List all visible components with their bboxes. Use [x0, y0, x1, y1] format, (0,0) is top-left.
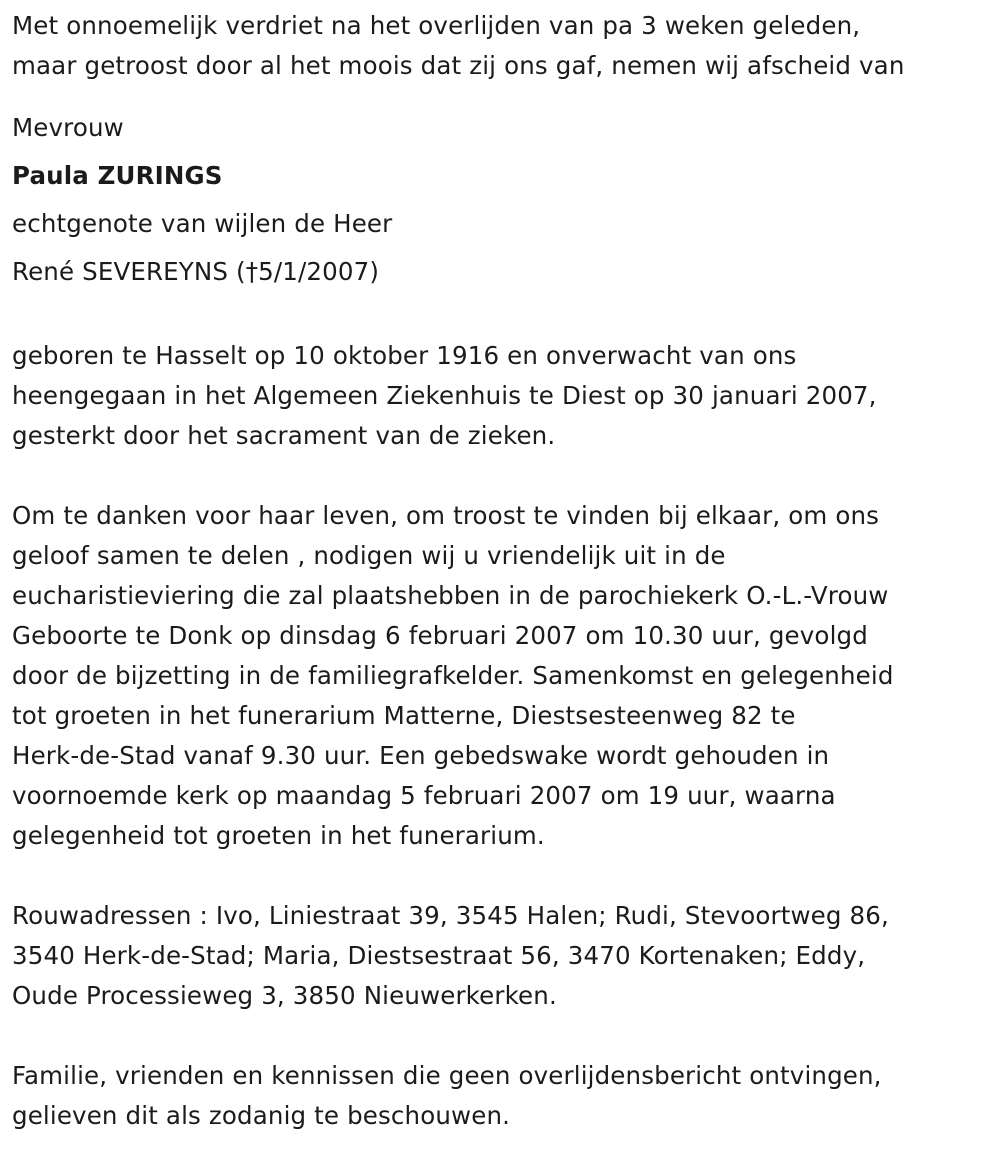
spacer	[12, 296, 992, 336]
text-line: voornoemde kerk op maandag 5 februari 2007 om 19 uur, waarna	[12, 781, 836, 810]
text-line: Met onnoemelijk verdriet na het overlijden van pa 3 weken geleden,	[12, 11, 861, 40]
text-line: Geboorte te Donk op dinsdag 6 februari 2007 om 10.30 uur, gevolgd	[12, 621, 868, 650]
spacer	[12, 86, 992, 104]
text-line: Herk-de-Stad vanaf 9.30 uur. Een gebedswake wordt gehouden in	[12, 741, 830, 770]
text-line: gelieven dit als zodanig te beschouwen.	[12, 1101, 511, 1130]
addresses-paragraph	[12, 896, 992, 1016]
text-line: gelegenheid tot groeten in het funerarium.	[12, 821, 545, 850]
text-line: Rouwadressen : Ivo, Liniestraat 39, 3545 Halen; Rudi, Stevoortweg 86,	[12, 901, 889, 930]
text-line: Om te danken voor haar leven, om troost te vinden bij elkaar, om ons	[12, 501, 880, 530]
text-line: Familie, vrienden en kennissen die geen overlijdensbericht ontvingen,	[12, 1061, 882, 1090]
text-line: Oude Processieweg 3, 3850 Nieuwerkerken.	[12, 981, 557, 1010]
death-notice	[12, 6, 992, 1136]
closing-paragraph	[12, 1056, 992, 1136]
text-line: geboren te Hasselt op 10 oktober 1916 en onverwacht van ons	[12, 341, 797, 370]
deceased-name: Paula ZURINGS	[12, 161, 223, 190]
birth-death-paragraph	[12, 336, 992, 456]
text-line: heengegaan in het Algemeen Ziekenhuis te Diest op 30 januari 2007,	[12, 381, 877, 410]
spouse-name: René SEVEREYNS (†5/1/2007)	[12, 257, 380, 286]
text-line: 3540 Herk-de-Stad; Maria, Diestsestraat 56, 3470 Kortenaken; Eddy,	[12, 941, 866, 970]
spacer	[12, 456, 992, 496]
text-line: tot groeten in het funerarium Matterne, Diestsesteenweg 82 te	[12, 701, 796, 730]
ceremony-paragraph	[12, 496, 992, 856]
deceased-block	[12, 104, 992, 296]
text-line: maar getroost door al het moois dat zij ons gaf, nemen wij afscheid van	[12, 51, 905, 80]
text-line: eucharistieviering die zal plaatshebben in de parochiekerk O.-L.-Vrouw	[12, 581, 889, 610]
spacer	[12, 856, 992, 896]
text-line: gesterkt door het sacrament van de zieken.	[12, 421, 556, 450]
relation-text: echtgenote van wijlen de Heer	[12, 209, 393, 238]
text-line: geloof samen te delen , nodigen wij u vriendelijk uit in de	[12, 541, 726, 570]
text-line: door de bijzetting in de familiegrafkelder. Samenkomst en gelegenheid	[12, 661, 894, 690]
honorific: Mevrouw	[12, 113, 124, 142]
spacer	[12, 1016, 992, 1056]
intro-paragraph	[12, 6, 992, 86]
